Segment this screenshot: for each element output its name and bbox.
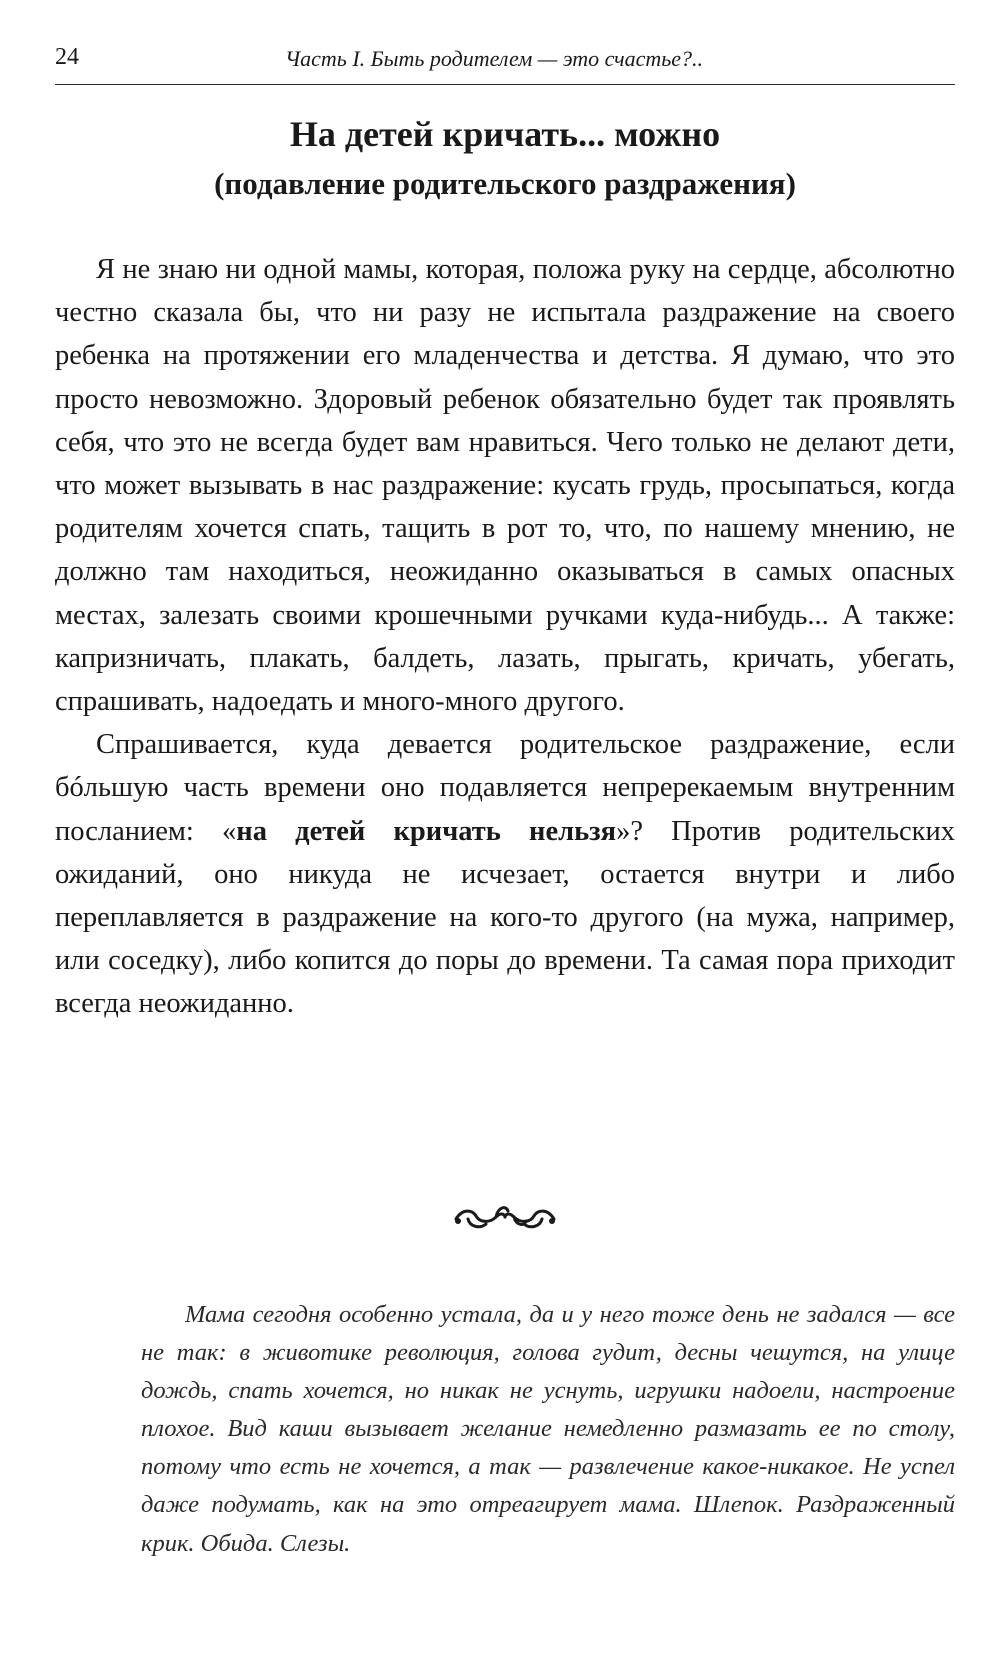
book-page [55,0,955,1678]
emphasized-phrase: на детей кричать нельзя [236,815,617,847]
paragraph: Я не знаю ни одной мамы, которая, положа руку на сердце, абсолютно честно сказала бы, что ни разу не испытала раздражение на своего ребенка на протяжении его младенчества и детства. Я думаю, что это просто невозможно. Здоровый ребенок обязательно будет так проявлять себя, что это не всегда будет вам нравиться. Чего только не делают дети, что может вызывать в нас раздражение: кусать грудь, просыпаться, когда родителям хочется спать, тащить в рот то, что, по нашему мнению, не должно там находиться, неожиданно оказываться в самых опасных местах, залезать своими крошечными ручками куда-нибудь... А также: капризничать, плакать, балдеть, лазать, прыгать, кричать, убегать, спрашивать, надоедать и много-много другого. [55,254,955,718]
fleuron-divider-icon [450,1197,560,1237]
paragraph-text: »? Против родительских ожиданий, оно никуда не исчезает, остается внутри и либо переплавляется в раздражение на кого-то другого (на мужа, например, или соседку), либо копится до поры до времени. Та самая пора приходит всегда неожиданно. [55,815,955,1020]
running-title: Часть I. Быть родителем — это счастье?.. [285,46,704,71]
chapter-title: На детей кричать... можно [289,114,721,154]
quote-text: Мама сегодня особенно устала, да и у него тоже день не задался — все не так: в животике революция, голова гудит, десны чешутся, на улице дождь, спать хочется, но никак не уснуть, игрушки надоели, настроение плохое. Вид каши вызывает желание немедленно размазать ее по столу, потому что есть не хочется, а так — развлечение какое-никакое. Не успел даже подумать, как на это отреагирует мама. Шлепок. Раздраженный крик. Обида. Слезы. [141,1301,955,1557]
running-header [55,40,955,85]
page-number: 24 [55,44,79,70]
paragraph-text: Спрашивается, куда девается родительское раздражение, если бóльшую часть времени оно подавляется непререкаемым внутренним посланием: « [55,729,955,847]
chapter-heading [55,108,955,208]
italic-quote-block [141,1296,955,1563]
paragraph [55,723,955,1025]
chapter-subtitle: (подавление родительского раздражения) [214,166,796,201]
body-text [55,248,955,1026]
